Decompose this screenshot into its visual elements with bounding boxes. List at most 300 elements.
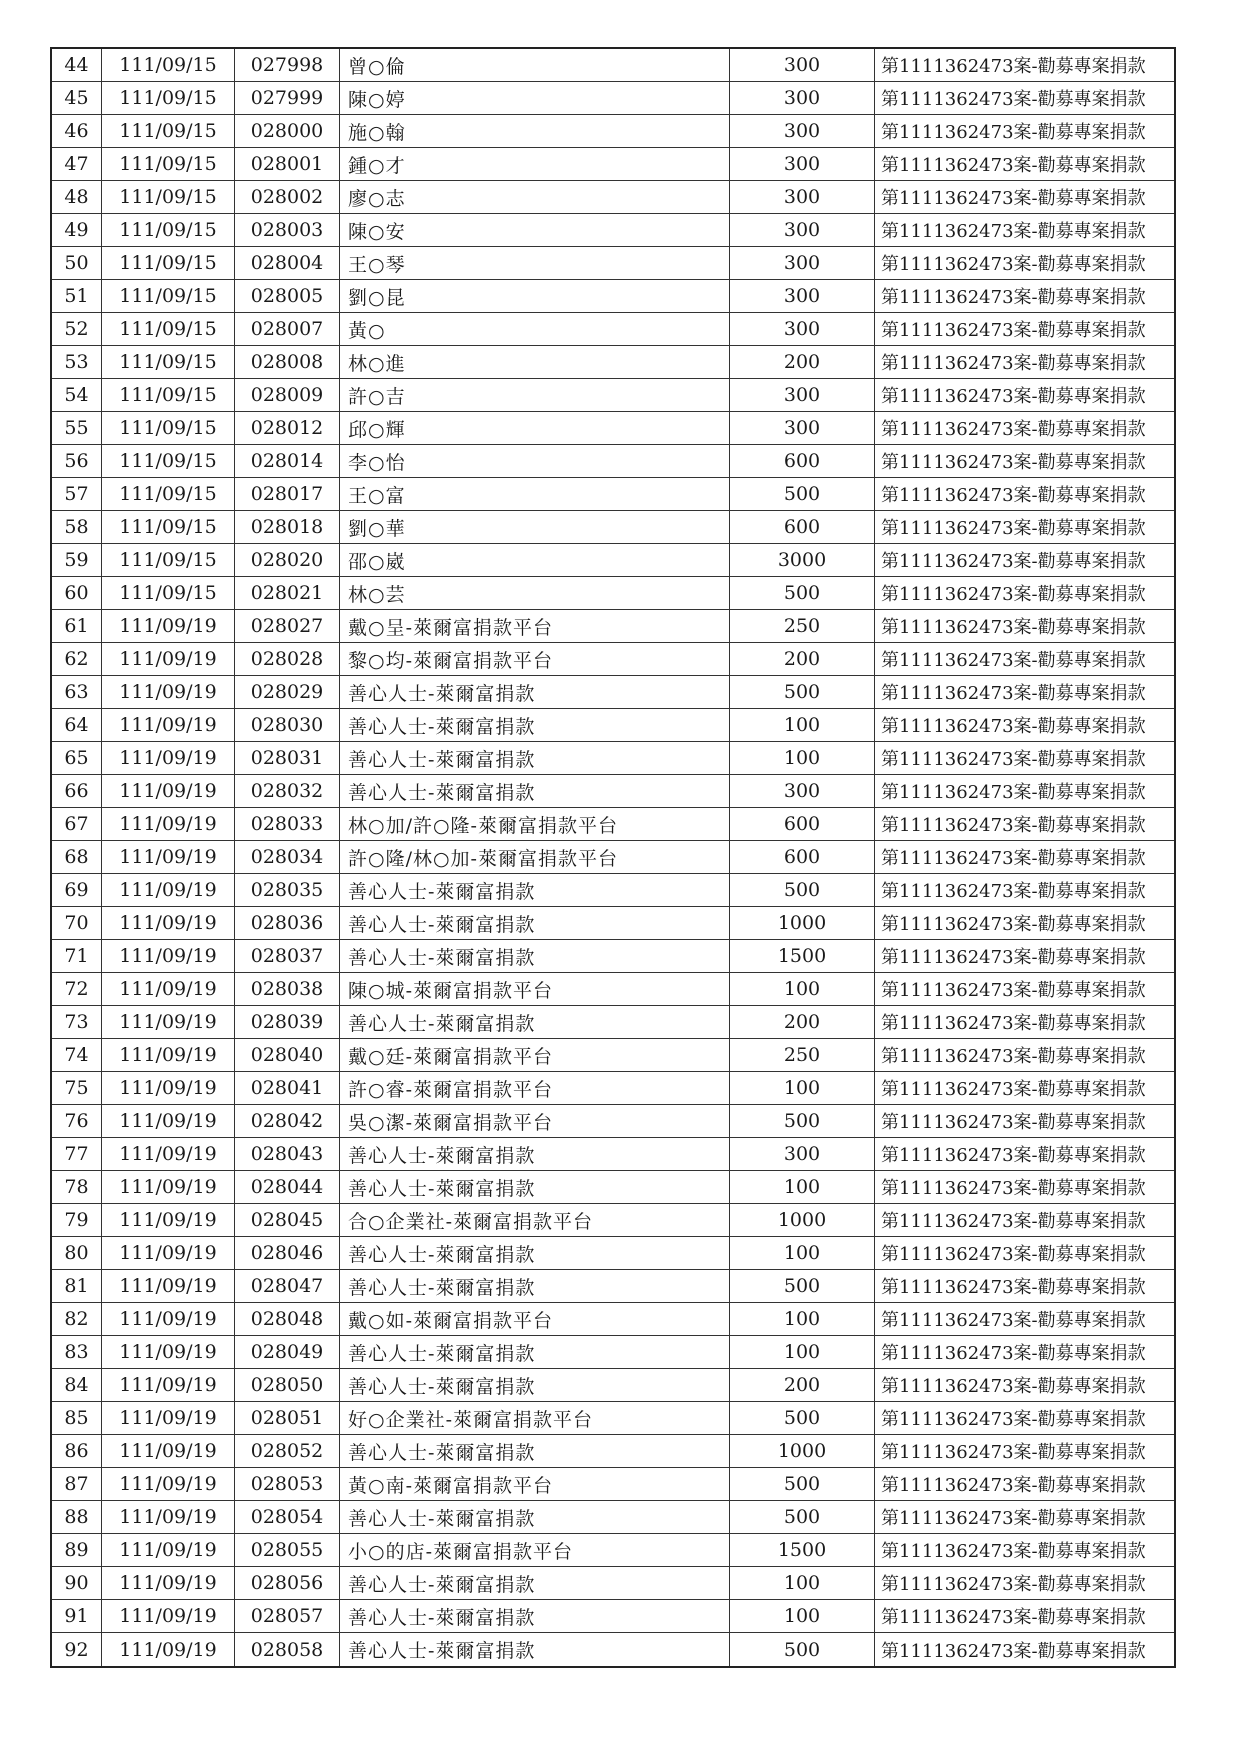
table-row [52,577,1174,610]
note-cell: 第1111362473案-勸募專案捐款 [881,1244,1146,1265]
note-cell: 第1111362473案-勸募專案捐款 [881,683,1146,704]
amount-cell: 600 [730,841,875,873]
row-number-cell: 56 [52,445,102,477]
receipt-number-cell: 028047 [235,1270,340,1302]
amount-cell: 300 [730,379,875,411]
row-number-cell: 90 [52,1567,102,1599]
table-row [52,1369,1174,1402]
table-row [52,214,1174,247]
donor-name-cell: 林○加/許○隆-萊爾富捐款平台 [340,808,730,840]
note-cell: 第1111362473案-勸募專案捐款 [881,1310,1146,1331]
date-cell: 111/09/19 [102,1336,235,1368]
row-number-cell: 65 [52,742,102,774]
amount-cell: 100 [730,1303,875,1335]
note-cell: 第1111362473案-勸募專案捐款 [881,188,1146,209]
receipt-number-cell: 027999 [235,82,340,114]
receipt-number-cell: 028041 [235,1072,340,1104]
date-cell: 111/09/15 [102,82,235,114]
table-row [52,1402,1174,1435]
amount-cell: 100 [730,742,875,774]
donor-name-cell: 善心人士-萊爾富捐款 [340,874,730,906]
donor-name-cell: 善心人士-萊爾富捐款 [340,1336,730,1368]
donor-name-cell: 王○富 [340,478,730,510]
note-cell: 第1111362473案-勸募專案捐款 [881,122,1146,143]
table-row [52,775,1174,808]
donor-name-cell: 王○琴 [340,247,730,279]
row-number-cell: 81 [52,1270,102,1302]
receipt-number-cell: 028035 [235,874,340,906]
receipt-number-cell: 028056 [235,1567,340,1599]
date-cell: 111/09/19 [102,1006,235,1038]
row-number-cell: 70 [52,907,102,939]
table-row [52,808,1174,841]
date-cell: 111/09/19 [102,1501,235,1533]
receipt-number-cell: 028049 [235,1336,340,1368]
table-row [52,379,1174,412]
amount-cell: 1000 [730,907,875,939]
receipt-number-cell: 028001 [235,148,340,180]
receipt-number-cell: 028052 [235,1435,340,1467]
receipt-number-cell: 028033 [235,808,340,840]
receipt-number-cell: 028003 [235,214,340,246]
receipt-number-cell: 028046 [235,1237,340,1269]
donor-name-cell: 善心人士-萊爾富捐款 [340,1435,730,1467]
date-cell: 111/09/19 [102,1303,235,1335]
note-cell: 第1111362473案-勸募專案捐款 [881,1640,1146,1662]
donor-name-cell: 小○的店-萊爾富捐款平台 [340,1534,730,1566]
note-cell: 第1111362473案-勸募專案捐款 [881,1607,1146,1628]
receipt-number-cell: 028038 [235,973,340,1005]
table-row [52,1600,1174,1633]
row-number-cell: 51 [52,280,102,312]
amount-cell: 100 [730,973,875,1005]
note-cell: 第1111362473案-勸募專案捐款 [881,1046,1146,1067]
receipt-number-cell: 028012 [235,412,340,444]
receipt-number-cell: 028043 [235,1138,340,1170]
note-cell: 第1111362473案-勸募專案捐款 [881,749,1146,770]
date-cell: 111/09/19 [102,1402,235,1434]
table-row [52,1171,1174,1204]
amount-cell: 300 [730,82,875,114]
row-number-cell: 72 [52,973,102,1005]
donor-name-cell: 廖○志 [340,181,730,213]
table-row [52,1105,1174,1138]
table-row [52,1336,1174,1369]
date-cell: 111/09/19 [102,775,235,807]
amount-cell: 500 [730,676,875,708]
donor-name-cell: 施○翰 [340,115,730,147]
receipt-number-cell: 028036 [235,907,340,939]
date-cell: 111/09/15 [102,247,235,279]
note-cell: 第1111362473案-勸募專案捐款 [881,1574,1146,1595]
note-cell: 第1111362473案-勸募專案捐款 [881,617,1146,638]
amount-cell: 300 [730,214,875,246]
receipt-number-cell: 028037 [235,940,340,972]
date-cell: 111/09/15 [102,346,235,378]
note-cell: 第1111362473案-勸募專案捐款 [881,452,1146,473]
row-number-cell: 54 [52,379,102,411]
row-number-cell: 76 [52,1105,102,1137]
note-cell: 第1111362473案-勸募專案捐款 [881,584,1146,605]
amount-cell: 500 [730,1402,875,1434]
note-cell: 第1111362473案-勸募專案捐款 [881,1442,1146,1463]
amount-cell: 500 [730,1270,875,1302]
date-cell: 111/09/19 [102,1534,235,1566]
row-number-cell: 46 [52,115,102,147]
row-number-cell: 49 [52,214,102,246]
table-row [52,511,1174,544]
note-cell: 第1111362473案-勸募專案捐款 [881,221,1146,242]
table-row [52,973,1174,1006]
donor-name-cell: 善心人士-萊爾富捐款 [340,1600,730,1632]
note-cell: 第1111362473案-勸募專案捐款 [881,1145,1146,1166]
amount-cell: 100 [730,1567,875,1599]
receipt-number-cell: 028039 [235,1006,340,1038]
row-number-cell: 44 [52,49,102,81]
donor-name-cell: 善心人士-萊爾富捐款 [340,1567,730,1599]
table-row [52,247,1174,280]
receipt-number-cell: 028058 [235,1633,340,1666]
amount-cell: 500 [730,1468,875,1500]
note-cell: 第1111362473案-勸募專案捐款 [881,419,1146,440]
date-cell: 111/09/19 [102,1171,235,1203]
date-cell: 111/09/15 [102,445,235,477]
donor-name-cell: 許○隆/林○加-萊爾富捐款平台 [340,841,730,873]
amount-cell: 300 [730,280,875,312]
table-row [52,148,1174,181]
donor-name-cell: 合○企業社-萊爾富捐款平台 [340,1204,730,1236]
donor-name-cell: 陳○安 [340,214,730,246]
receipt-number-cell: 028050 [235,1369,340,1401]
row-number-cell: 57 [52,478,102,510]
table-row [52,1138,1174,1171]
receipt-number-cell: 027998 [235,49,340,81]
date-cell: 111/09/15 [102,181,235,213]
date-cell: 111/09/19 [102,940,235,972]
donor-name-cell: 鍾○才 [340,148,730,180]
note-cell: 第1111362473案-勸募專案捐款 [881,1376,1146,1397]
row-number-cell: 88 [52,1501,102,1533]
amount-cell: 300 [730,313,875,345]
amount-cell: 300 [730,412,875,444]
date-cell: 111/09/19 [102,1600,235,1632]
date-cell: 111/09/15 [102,379,235,411]
amount-cell: 100 [730,1336,875,1368]
row-number-cell: 68 [52,841,102,873]
table-row [52,181,1174,214]
note-cell: 第1111362473案-勸募專案捐款 [881,1277,1146,1298]
date-cell: 111/09/19 [102,1072,235,1104]
row-number-cell: 89 [52,1534,102,1566]
table-row [52,280,1174,313]
row-number-cell: 52 [52,313,102,345]
donor-name-cell: 善心人士-萊爾富捐款 [340,1237,730,1269]
receipt-number-cell: 028034 [235,841,340,873]
row-number-cell: 87 [52,1468,102,1500]
note-cell: 第1111362473案-勸募專案捐款 [881,650,1146,671]
table-row [52,907,1174,940]
receipt-number-cell: 028057 [235,1600,340,1632]
table-row [52,643,1174,676]
amount-cell: 300 [730,247,875,279]
table-row [52,874,1174,907]
row-number-cell: 78 [52,1171,102,1203]
donor-name-cell: 善心人士-萊爾富捐款 [340,907,730,939]
note-cell: 第1111362473案-勸募專案捐款 [881,1178,1146,1199]
date-cell: 111/09/19 [102,907,235,939]
table-row [52,1072,1174,1105]
donor-name-cell: 劉○昆 [340,280,730,312]
donor-name-cell: 曾○倫 [340,49,730,81]
receipt-number-cell: 028053 [235,1468,340,1500]
donor-name-cell: 黎○均-萊爾富捐款平台 [340,643,730,675]
receipt-number-cell: 028042 [235,1105,340,1137]
date-cell: 111/09/19 [102,1138,235,1170]
note-cell: 第1111362473案-勸募專案捐款 [881,353,1146,374]
row-number-cell: 84 [52,1369,102,1401]
donor-name-cell: 吳○潔-萊爾富捐款平台 [340,1105,730,1137]
row-number-cell: 48 [52,181,102,213]
note-cell: 第1111362473案-勸募專案捐款 [881,89,1146,110]
row-number-cell: 53 [52,346,102,378]
amount-cell: 1500 [730,1534,875,1566]
table-row [52,412,1174,445]
donor-name-cell: 黃○南-萊爾富捐款平台 [340,1468,730,1500]
table-row [52,1468,1174,1501]
donor-name-cell: 黃○ [340,313,730,345]
donor-name-cell: 陳○婷 [340,82,730,114]
table-row [52,1567,1174,1600]
amount-cell: 3000 [730,544,875,576]
date-cell: 111/09/19 [102,1468,235,1500]
note-cell: 第1111362473案-勸募專案捐款 [881,1508,1146,1529]
date-cell: 111/09/15 [102,280,235,312]
row-number-cell: 79 [52,1204,102,1236]
note-cell: 第1111362473案-勸募專案捐款 [881,551,1146,572]
row-number-cell: 58 [52,511,102,543]
donor-name-cell: 許○睿-萊爾富捐款平台 [340,1072,730,1104]
donor-name-cell: 善心人士-萊爾富捐款 [340,775,730,807]
donor-name-cell: 邱○輝 [340,412,730,444]
date-cell: 111/09/19 [102,808,235,840]
donor-name-cell: 林○進 [340,346,730,378]
donor-name-cell: 善心人士-萊爾富捐款 [340,1006,730,1038]
donor-name-cell: 善心人士-萊爾富捐款 [340,1171,730,1203]
date-cell: 111/09/19 [102,676,235,708]
row-number-cell: 64 [52,709,102,741]
receipt-number-cell: 028021 [235,577,340,609]
receipt-number-cell: 028002 [235,181,340,213]
date-cell: 111/09/15 [102,313,235,345]
table-row [52,1501,1174,1534]
table-row [52,1534,1174,1567]
receipt-number-cell: 028055 [235,1534,340,1566]
receipt-number-cell: 028027 [235,610,340,642]
table-row [52,940,1174,973]
date-cell: 111/09/19 [102,973,235,1005]
row-number-cell: 85 [52,1402,102,1434]
note-cell: 第1111362473案-勸募專案捐款 [881,1409,1146,1430]
receipt-number-cell: 028054 [235,1501,340,1533]
row-number-cell: 63 [52,676,102,708]
table-row [52,709,1174,742]
table-row [52,544,1174,577]
date-cell: 111/09/15 [102,148,235,180]
donor-name-cell: 劉○華 [340,511,730,543]
date-cell: 111/09/15 [102,511,235,543]
amount-cell: 100 [730,1171,875,1203]
table-row [52,313,1174,346]
amount-cell: 300 [730,1138,875,1170]
amount-cell: 300 [730,148,875,180]
receipt-number-cell: 028048 [235,1303,340,1335]
row-number-cell: 45 [52,82,102,114]
amount-cell: 250 [730,1039,875,1071]
donor-name-cell: 善心人士-萊爾富捐款 [340,676,730,708]
date-cell: 111/09/19 [102,1204,235,1236]
table-row [52,115,1174,148]
note-cell: 第1111362473案-勸募專案捐款 [881,518,1146,539]
table-row [52,841,1174,874]
note-cell: 第1111362473案-勸募專案捐款 [881,980,1146,1001]
note-cell: 第1111362473案-勸募專案捐款 [881,56,1146,77]
donor-name-cell: 善心人士-萊爾富捐款 [340,709,730,741]
amount-cell: 300 [730,775,875,807]
donor-name-cell: 好○企業社-萊爾富捐款平台 [340,1402,730,1434]
table-row [52,610,1174,643]
amount-cell: 500 [730,478,875,510]
table-row [52,1633,1174,1666]
row-number-cell: 66 [52,775,102,807]
table-row [52,49,1174,82]
amount-cell: 500 [730,1105,875,1137]
donor-name-cell: 戴○廷-萊爾富捐款平台 [340,1039,730,1071]
amount-cell: 100 [730,1072,875,1104]
receipt-number-cell: 028014 [235,445,340,477]
date-cell: 111/09/19 [102,742,235,774]
donor-name-cell: 善心人士-萊爾富捐款 [340,1270,730,1302]
note-cell: 第1111362473案-勸募專案捐款 [881,287,1146,308]
note-cell: 第1111362473案-勸募專案捐款 [881,1475,1146,1496]
amount-cell: 300 [730,49,875,81]
note-cell: 第1111362473案-勸募專案捐款 [881,815,1146,836]
date-cell: 111/09/15 [102,49,235,81]
receipt-number-cell: 028044 [235,1171,340,1203]
donor-name-cell: 林○芸 [340,577,730,609]
row-number-cell: 60 [52,577,102,609]
row-number-cell: 82 [52,1303,102,1335]
amount-cell: 600 [730,445,875,477]
date-cell: 111/09/19 [102,1237,235,1269]
receipt-number-cell: 028040 [235,1039,340,1071]
donor-name-cell: 善心人士-萊爾富捐款 [340,742,730,774]
table-row [52,346,1174,379]
note-cell: 第1111362473案-勸募專案捐款 [881,1013,1146,1034]
table-row [52,478,1174,511]
donor-name-cell: 善心人士-萊爾富捐款 [340,1501,730,1533]
amount-cell: 200 [730,643,875,675]
row-number-cell: 71 [52,940,102,972]
date-cell: 111/09/15 [102,412,235,444]
row-number-cell: 61 [52,610,102,642]
note-cell: 第1111362473案-勸募專案捐款 [881,254,1146,275]
receipt-number-cell: 028051 [235,1402,340,1434]
row-number-cell: 59 [52,544,102,576]
row-number-cell: 74 [52,1039,102,1071]
date-cell: 111/09/19 [102,1105,235,1137]
receipt-number-cell: 028045 [235,1204,340,1236]
table-row [52,1237,1174,1270]
row-number-cell: 80 [52,1237,102,1269]
receipt-number-cell: 028000 [235,115,340,147]
receipt-number-cell: 028004 [235,247,340,279]
receipt-number-cell: 028007 [235,313,340,345]
receipt-number-cell: 028028 [235,643,340,675]
note-cell: 第1111362473案-勸募專案捐款 [881,1541,1146,1562]
row-number-cell: 75 [52,1072,102,1104]
date-cell: 111/09/15 [102,115,235,147]
receipt-number-cell: 028029 [235,676,340,708]
table-row [52,445,1174,478]
amount-cell: 1000 [730,1435,875,1467]
donor-name-cell: 邵○崴 [340,544,730,576]
donor-name-cell: 善心人士-萊爾富捐款 [340,1138,730,1170]
row-number-cell: 83 [52,1336,102,1368]
date-cell: 111/09/19 [102,1567,235,1599]
date-cell: 111/09/19 [102,1270,235,1302]
receipt-number-cell: 028009 [235,379,340,411]
amount-cell: 1000 [730,1204,875,1236]
date-cell: 111/09/19 [102,709,235,741]
date-cell: 111/09/19 [102,841,235,873]
note-cell: 第1111362473案-勸募專案捐款 [881,716,1146,737]
note-cell: 第1111362473案-勸募專案捐款 [881,155,1146,176]
receipt-number-cell: 028018 [235,511,340,543]
amount-cell: 500 [730,1501,875,1533]
donor-name-cell: 陳○城-萊爾富捐款平台 [340,973,730,1005]
table-row [52,82,1174,115]
note-cell: 第1111362473案-勸募專案捐款 [881,1343,1146,1364]
note-cell: 第1111362473案-勸募專案捐款 [881,1079,1146,1100]
row-number-cell: 50 [52,247,102,279]
date-cell: 111/09/15 [102,544,235,576]
receipt-number-cell: 028032 [235,775,340,807]
receipt-number-cell: 028008 [235,346,340,378]
amount-cell: 500 [730,874,875,906]
receipt-number-cell: 028005 [235,280,340,312]
row-number-cell: 69 [52,874,102,906]
date-cell: 111/09/15 [102,478,235,510]
row-number-cell: 92 [52,1633,102,1666]
donor-name-cell: 李○怡 [340,445,730,477]
note-cell: 第1111362473案-勸募專案捐款 [881,320,1146,341]
table-row [52,1039,1174,1072]
row-number-cell: 67 [52,808,102,840]
table-row [52,1303,1174,1336]
note-cell: 第1111362473案-勸募專案捐款 [881,881,1146,902]
amount-cell: 100 [730,1237,875,1269]
donor-name-cell: 許○吉 [340,379,730,411]
amount-cell: 600 [730,808,875,840]
date-cell: 111/09/19 [102,643,235,675]
amount-cell: 100 [730,709,875,741]
note-cell: 第1111362473案-勸募專案捐款 [881,947,1146,968]
date-cell: 111/09/19 [102,1435,235,1467]
amount-cell: 500 [730,1633,875,1666]
donation-table [50,47,1176,1668]
amount-cell: 200 [730,1369,875,1401]
amount-cell: 300 [730,181,875,213]
